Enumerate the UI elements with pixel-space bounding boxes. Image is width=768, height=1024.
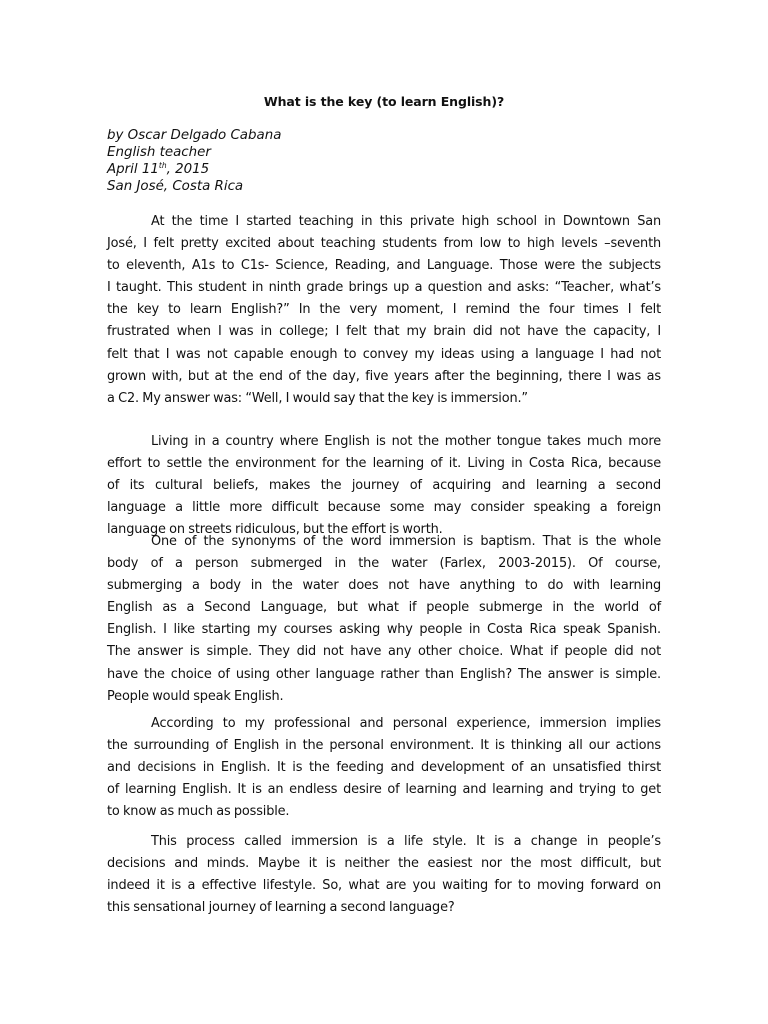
paragraph-line: effort to settle the environment for the learning of it. Living in Costa Rica, because bbox=[107, 456, 661, 472]
paragraph-line: to eleventh, A1s to C1s- Science, Reading, and Language. Those were the subjects bbox=[107, 258, 661, 274]
paragraph-5 bbox=[107, 831, 661, 919]
paragraph-line: a C2. My answer was: “Well, I would say that the key is immersion.” bbox=[107, 390, 528, 406]
paragraph-line: submerging a body in the water does not have anything to do with learning bbox=[107, 578, 661, 594]
byline-date bbox=[107, 161, 281, 178]
paragraph-line: English as a Second Language, but what if people submerge in the world of bbox=[107, 600, 661, 616]
byline-date-prefix: April 11 bbox=[107, 162, 159, 177]
paragraph-line: have the choice of using other language rather than English? The answer is simple. bbox=[107, 666, 661, 682]
paragraph-line: of its cultural beliefs, makes the journey of acquiring and learning a second bbox=[107, 478, 661, 494]
paragraph-line: decisions and minds. Maybe it is neither the easiest nor the most difficult, but bbox=[107, 856, 661, 872]
byline-date-suffix: th bbox=[158, 161, 167, 170]
paragraph-line: grown with, but at the end of the day, five years after the beginning, there I was as bbox=[107, 368, 661, 384]
paragraph-line: language on streets ridiculous, but the effort is worth. bbox=[107, 522, 443, 538]
paragraph-line: the surrounding of English in the personal environment. It is thinking all our actions bbox=[107, 738, 661, 754]
paragraph-line: frustrated when I was in college; I felt that my brain did not have the capacity, I bbox=[107, 324, 661, 340]
paragraph-2 bbox=[107, 431, 661, 541]
byline-author: by Oscar Delgado Cabana bbox=[107, 128, 282, 143]
paragraph-line: and decisions in English. It is the feeding and development of an unsatisfied thirst bbox=[107, 760, 661, 776]
paragraph-line: of learning English. It is an endless desire of learning and learning and trying to get bbox=[107, 782, 661, 798]
paragraph-line: The answer is simple. They did not have any other choice. What if people did not bbox=[107, 644, 661, 660]
paragraph-line: to know as much as possible. bbox=[107, 804, 290, 820]
paragraph-line: language a little more difficult because some may consider speaking a foreign bbox=[107, 500, 661, 516]
paragraph-line: English. I like starting my courses asking why people in Costa Rica speak Spanish. bbox=[107, 622, 661, 638]
paragraph-1 bbox=[107, 211, 661, 410]
paragraph-line: One of the synonyms of the word immersion is baptism. That is the whole bbox=[151, 534, 661, 549]
paragraph-3 bbox=[107, 531, 661, 708]
paragraph-line: indeed it is a effective lifestyle. So, what are you waiting for to moving forward on bbox=[107, 878, 661, 894]
byline-location: San José, Costa Rica bbox=[107, 179, 244, 194]
paragraph-line: the key to learn English?” In the very moment, I remind the four times I felt bbox=[107, 302, 661, 318]
paragraph-line: I taught. This student in ninth grade brings up a question and asks: “Teacher, what’s bbox=[107, 280, 661, 296]
paragraph-line: Living in a country where English is not the mother tongue takes much more bbox=[151, 434, 661, 449]
paragraph-line: this sensational journey of learning a second language? bbox=[107, 900, 455, 916]
byline-role: English teacher bbox=[107, 145, 211, 160]
paragraph-line: According to my professional and personal experience, immersion implies bbox=[151, 716, 661, 731]
document-title: What is the key (to learn English)? bbox=[263, 94, 505, 109]
byline bbox=[107, 127, 281, 195]
paragraph-line: José, I felt pretty excited about teaching students from low to high levels –seventh bbox=[107, 236, 661, 252]
byline-date-year: , 2015 bbox=[166, 162, 210, 177]
paragraph-line: body of a person submerged in the water (Farlex, 2003-2015). Of course, bbox=[107, 556, 661, 572]
paragraph-line: At the time I started teaching in this private high school in Downtown San bbox=[151, 214, 661, 229]
paragraph-line: felt that I was not capable enough to convey my ideas using a language I had not bbox=[107, 346, 661, 362]
paragraph-line: People would speak English. bbox=[107, 688, 284, 704]
paragraph-line: This process called immersion is a life style. It is a change in people’s bbox=[151, 834, 661, 849]
paragraph-4 bbox=[107, 713, 661, 823]
